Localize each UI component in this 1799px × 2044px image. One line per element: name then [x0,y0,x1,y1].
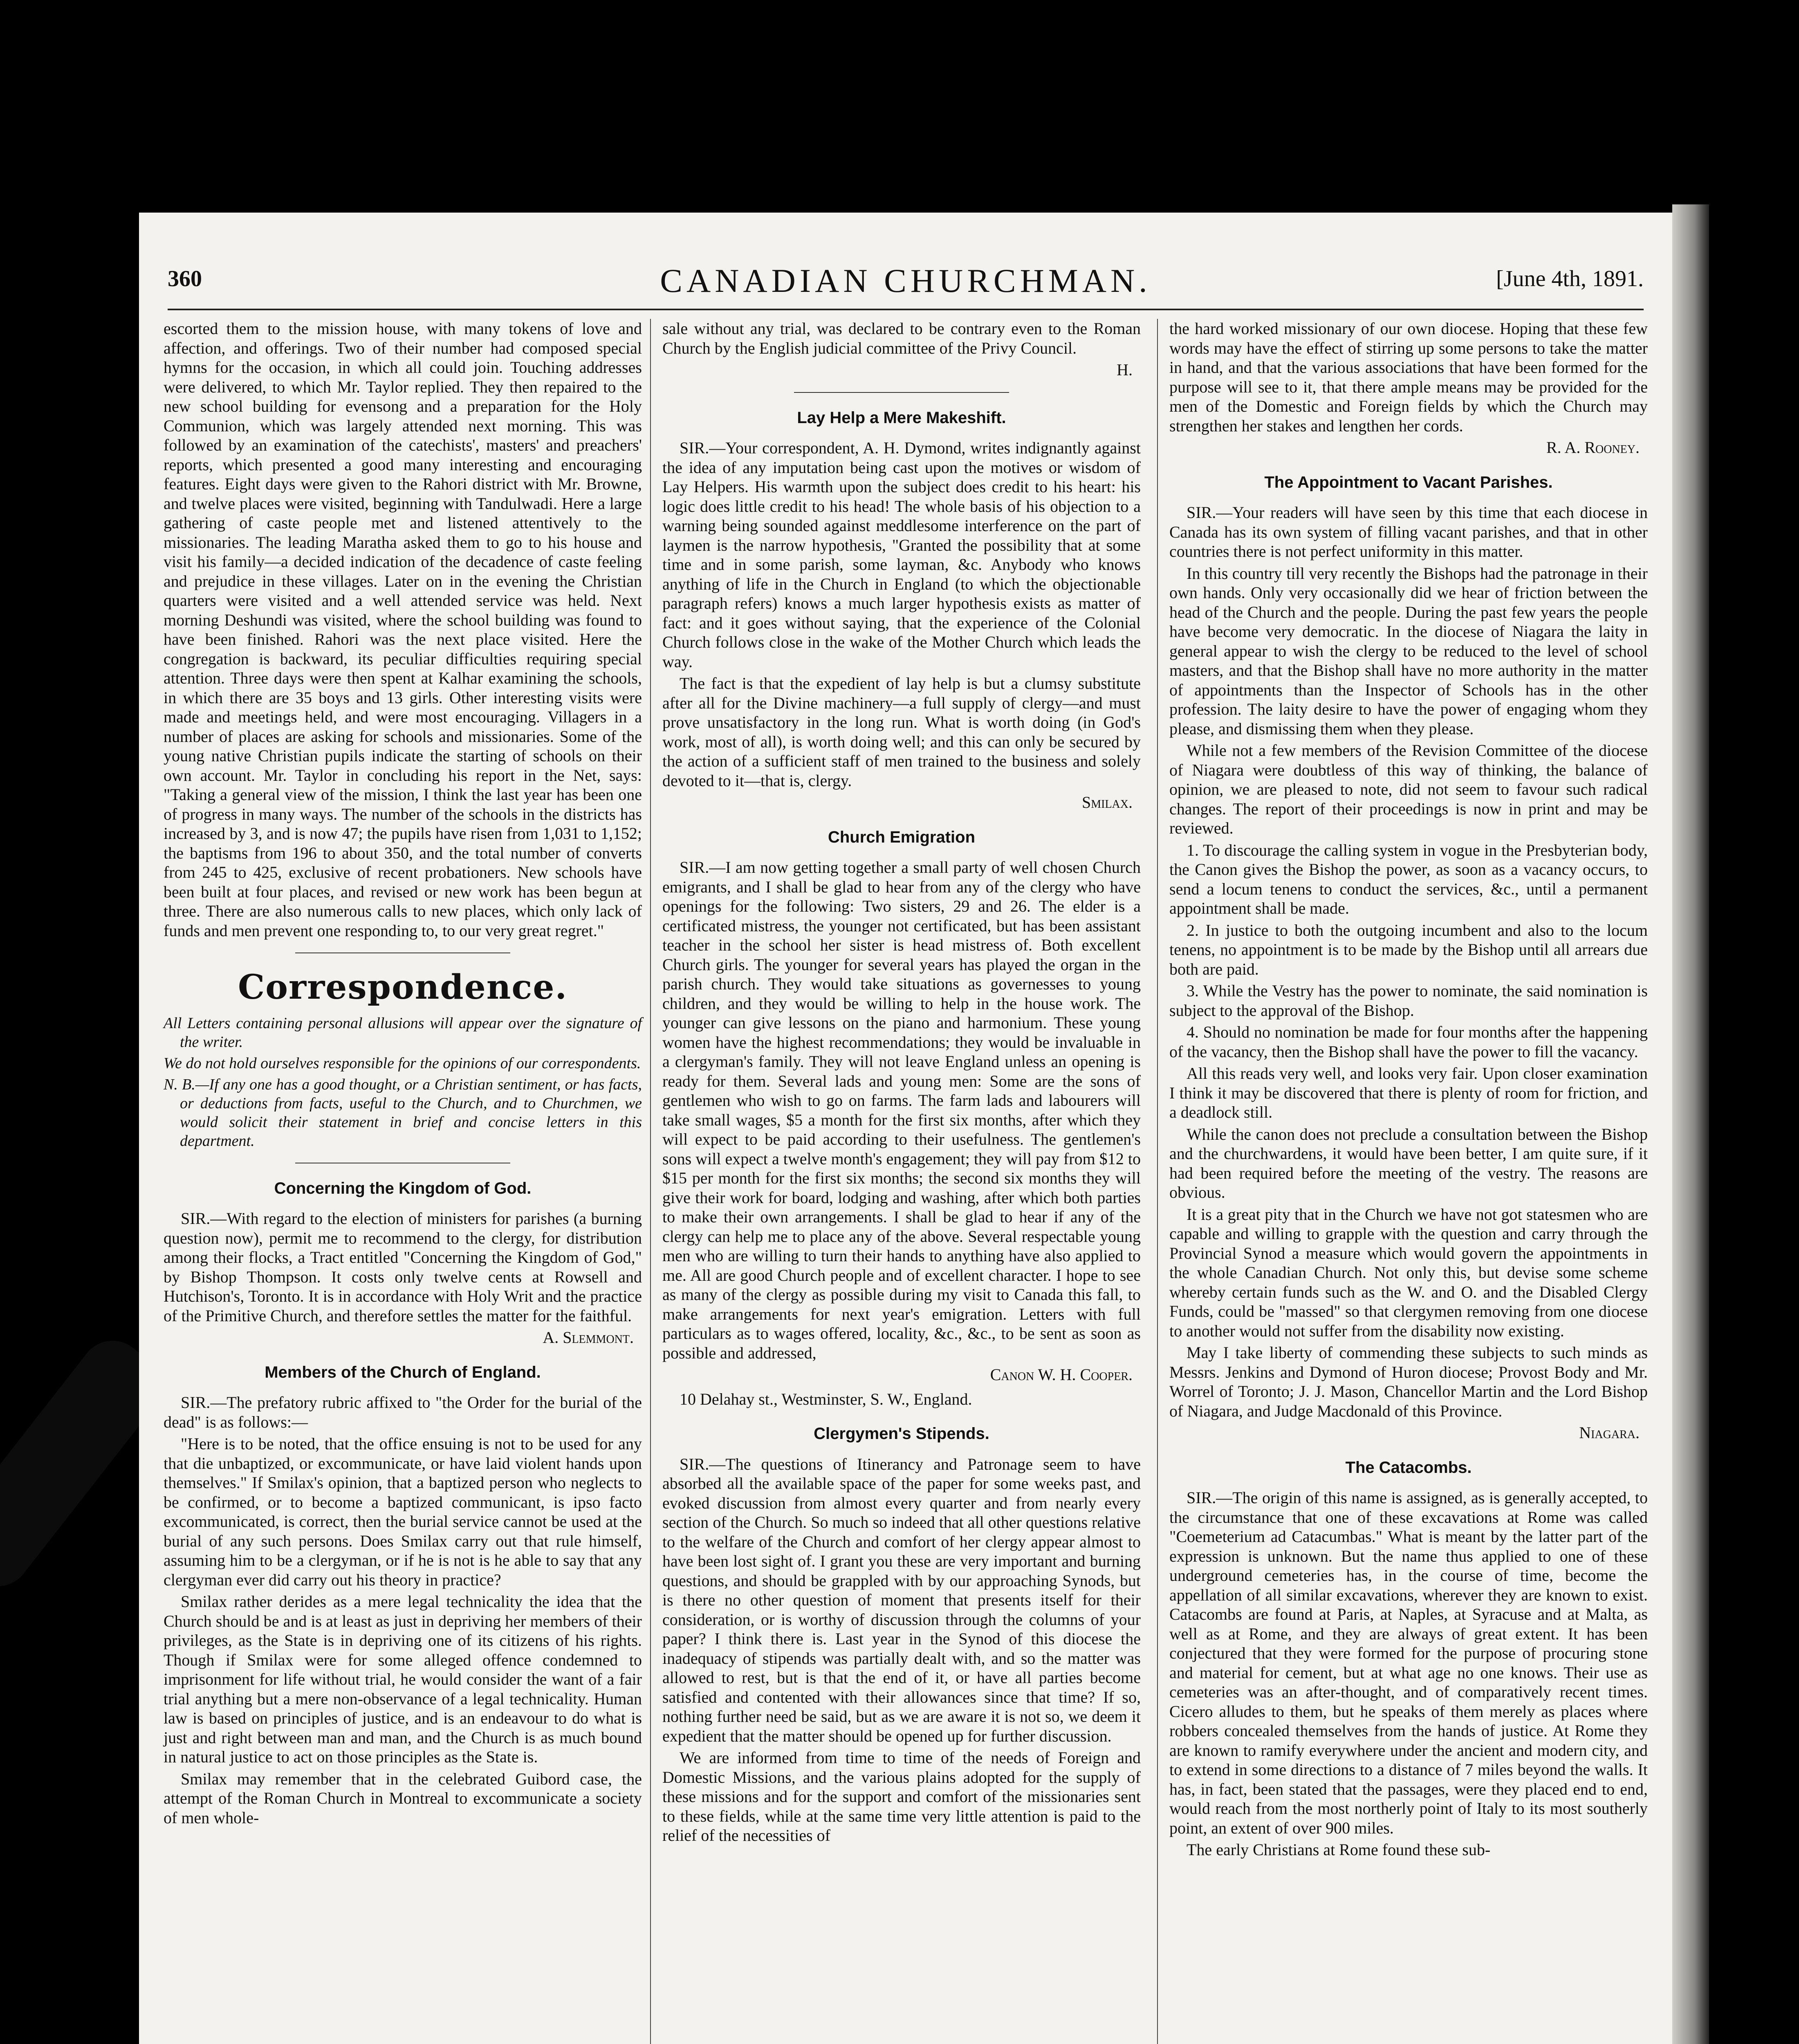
article-heading: Members of the Church of England. [265,1363,541,1381]
paragraph: the hard worked missionary of our own diocese. Hoping that these few words may have the effect of stirring up some persons to take the matter in hand, and that the various associations that have been formed for the purpose will see to it, that there ample means may be provided for the men of the Domestic and Foreign fields by which the Church may strengthen her stakes and lengthen her cords. [1169,319,1648,435]
book-binding-edge [1672,204,1709,2044]
page-header [168,262,1644,299]
correspondence-notes [164,1014,642,1150]
article-heading: The Catacombs. [1345,1458,1472,1477]
signature: Smilax. [1081,793,1133,811]
paragraph: The early Christians at Rome found these sub- [1187,1840,1491,1859]
paragraph: In this country till very recently the Bishops had the patronage in their own hands. Only very occasionally did we hear of friction between the head of the Church and the people. During the past few years the people have become very democratic. In the diocese of Niagara the laity in general appear to wish the clergy to be reduced to the level of school masters, and that the Bishop shall have no more authority in the matter of appointments than the Inspector of Schools has in the other profession. The laity desire to have the power of engaging whom they please, and dismissing them when they please. [1169,564,1648,738]
column-rule [1157,319,1158,2044]
signature: Niagara. [1579,1423,1640,1442]
paragraph: 1. To discourage the calling system in vogue in the Presbyterian body, the Canon gives the Bishop the power, as soon as a vacancy occurs, to send a locum tenens to conduct the services, &c., until a permanent appointment shall be made. [1169,840,1648,917]
paragraph: SIR.—The prefatory rubric affixed to "the Order for the burial of the dead" is as follows:— [164,1393,642,1431]
article-heading: Concerning the Kingdom of God. [274,1179,532,1197]
column-rule [650,319,651,2044]
paragraph: escorted them to the mission house, with many tokens of love and affection, and offerings. Two of their number had composed special hymns for the occasion, in which all could join. Touching addresses were delivered, to which Mr. Taylor replied. They then repaired to the new school building for evensong and a preparation for the Holy Communion, which was largely attended next morning. This was followed by an examination of the catechists', masters' and preachers' reports, which presented a good many interesting and encouraging features. Eight days were given to the Rahori district with Mr. Browne, and twelve places were visited, beginning with Tandulwadi. Here a large gathering of caste people met and listened attentively to the missionaries. The leading Maratha asked them to go to his house and visit his family—a decided indication of the decadence of caste feeling and prejudice in these villages. Later on in the evening the Christian quarters were visited and a well attended service was held. Next morning Deshundi was visited, where the school building was found to have been finished. Rahori was the next place visited. Here the congregation is backward, its peculiar difficulties requiring special attention. Three days were then spent at Kalhar examining the schools, in which there are 35 boys and 13 girls. Other interesting visits were made and meetings held, and were most encouraging. Villagers in a number of places are asking for schools and missionaries. Some of the young native Christian pupils indicate the starting of schools on their own account. Mr. Taylor in concluding his report in the Net, says: "Taking a general view of the mission, I think the last year has been one of progress in many ways. The number of the schools in the districts has increased by 3, and is now 47; the pupils have risen from 1,031 to 1,152; the baptisms from 196 to about 350, and the total number of converts from 245 to 425, exclusive of recent probationers. New schools have been built at four places, and revised or new work has been begun at three. There are also numerous calls to new places, which only lack of funds and men prevent one responding to, to our very great regret." [164,319,642,940]
newspaper-page [139,213,1672,2044]
note: All Letters containing personal allusions will appear over the signature of the writer. [164,1014,642,1051]
section-divider [794,392,1009,393]
signature: A. Slemmont. [543,1328,634,1347]
column-1 [164,319,642,1830]
paragraph: SIR.—The questions of Itinerancy and Patronage seem to have absorbed all the available space of the paper for some weeks past, and evoked discussion from almost every quarter and from nearly every section of the Church. So much so indeed that all other questions relative to the welfare of the Church and comfort of her clergy appear almost to have been lost sight of. I grant you these are very important and burning questions, and should be grappled with by our approaching Synods, but is there no other question of moment that presents itself for their consideration, or is worthy of discussion through the columns of your paper? I think there is. Last year in the Synod of this diocese the inadequacy of stipends was partially dealt with, and so the matter was allowed to rest, but is that the end of it, or have all parties become satisfied and contented with their allowances since that time? If so, nothing further need be said, but as we are aware it is not so, we deem it expedient that the matter should be opened up for further discussion. [662,1455,1141,1745]
paragraph: It is a great pity that in the Church we have not got statesmen who are capable and willing to grapple with the question and carry through the Provincial Synod a measure which would govern the appointments in the whole Canadian Church. Not only this, but devise some scheme whereby certain funds such as the W. and O. and the Disabled Clergy Funds, could be "massed" so that clergymen removing from one diocese to another would not suffer from the disability now existing. [1169,1205,1648,1340]
paragraph: sale without any trial, was declared to be contrary even to the Roman Church by the English judicial committee of the Privy Council. [662,319,1141,357]
paragraph: May I take liberty of commending these subjects to such minds as Messrs. Jenkins and Dymond of Huron diocese; Provost Body and Mr. Worrel of Toronto; J. J. Mason, Chancellor Martin and the Lord Bishop of Niagara, and Judge Macdonald of this Province. [1169,1343,1648,1420]
paragraph: All this reads very well, and looks very fair. Upon closer examination I think it may be discovered that there is plenty of room for friction, and a deadlock still. [1169,1064,1648,1121]
signature: Canon W. H. Cooper. [990,1365,1133,1384]
column-3 [1169,319,1648,1862]
issue-date: [June 4th, 1891. [1496,266,1644,291]
paragraph: 2. In justice to both the outgoing incumbent and also to the locum tenens, no appointment is to be made by the Bishop until all arrears due both are paid. [1169,921,1648,978]
paragraph: "Here is to be noted, that the office ensuing is not to be used for any that die unbaptized, or excommunicate, or have laid violent hands upon themselves." If Smilax's opinion, that a baptized person who neglects to be confirmed, or to become a baptized communicant, is ipso facto excommunicated, is correct, then the burial service cannot be used at the burial of any such persons. Does Smilax carry out that rule himself, assuming him to be a clergyman, or if he is not is he able to say that any clergyman ever did carry out his theory in practice? [164,1434,642,1589]
header-rule [168,309,1644,310]
section-title-correspondence: Correspondence. [238,968,568,1007]
paragraph: 3. While the Vestry has the power to nominate, the said nomination is subject to the approval of the Bishop. [1169,982,1648,1020]
paragraph: SIR.—The origin of this name is assigned, as is generally accepted, to the circumstance that one of these excavations at Rome was called "Coemeterium ad Catacumbas." What is meant by the latter part of the expression is unknown. But the name thus applied to one of these underground cemeteries has, in the course of time, become the appellation of all similar excavations, wherever they are known to exist. Catacombs are found at Paris, at Naples, at Syracuse and at Malta, as well as at Rome, and they are always of great extent. It has been conjectured that they were formed for the purpose of procuring stone and material for cement, but at what age no one knows. Their use as cemeteries was an after-thought, and of comparatively recent times. Cicero alludes to them, but he speaks of them merely as places where robbers concealed themselves from the hands of justice. At Rome they are known to ramify everywhere under the ancient and modern city, and to extend in some directions to a distance of 7 miles beyond the walls. It has, in fact, been stated that the passages, were they placed end to end, would reach from the most northerly point of Italy to its most southerly point, an extent of over 900 miles. [1169,1488,1648,1837]
paragraph: Smilax rather derides as a mere legal technicality the idea that the Church should be and is at least as just in depriving her members of their privileges, as the State is in depriving one of its citizens of his rights. Though if Smilax were for some alleged offence condemned to imprisonment for life without trial, he would consider the want of a fair trial anything but a mere non-observance of a legal technicality. Human law is based on principles of justice, and is an endeavour to do what is just and right between man and man, and the Church is as much bound in natural justice to act on those principles as the State is. [164,1592,642,1766]
masthead-title: CANADIAN CHURCHMAN. [660,262,1151,299]
address: 10 Delahay st., Westminster, S. W., England. [680,1390,972,1408]
paragraph: Smilax may remember that in the celebrated Guibord case, the attempt of the Roman Church in Montreal to excommunicate a society of men whole- [164,1769,642,1827]
article-heading: The Appointment to Vacant Parishes. [1264,473,1553,491]
paragraph: The fact is that the expedient of lay help is but a clumsy substitute after all for the Divine machinery—a full supply of clergy—and must prove unsatisfactory in the long run. What is worth doing (in God's work, most of all), is worth doing well; and this can only be secured by the action of a sufficient staff of men trained to the business and solely devoted to it—that is, clergy. [662,674,1141,790]
page-number: 360 [168,266,202,291]
paragraph: We are informed from time to time of the needs of Foreign and Domestic Missions, and the various plains adopted for the supply of these missions and for the support and comfort of the missionaries sent to these fields, while at the same time very little attention is paid to the relief of the necessities of [662,1748,1141,1845]
note: N. B.—If any one has a good thought, or a Christian sentiment, or has facts, or deductions from facts, useful to the Church, and to Churchmen, we would solicit their statement in brief and concise letters in this department. [164,1076,642,1150]
paragraph: SIR.—Your readers will have seen by this time that each diocese in Canada has its own system of filling vacant parishes, and that in other countries there is not perfect uniformity in this matter. [1169,503,1648,560]
article-heading: Lay Help a Mere Makeshift. [797,408,1006,427]
column-2 [662,319,1141,1848]
paragraph: SIR.—Your correspondent, A. H. Dymond, writes indignantly against the idea of any imputation being cast upon the motives or wisdom of Lay Helpers. His warmth upon the subject does credit to his heart: his logic does little credit to his head! The whole basis of his objection to a warning being sounded against meddlesome interference on the part of laymen is the narrow hypothesis, "Granted the possibility that at some time and in some parish, some layman, &c. Anybody who knows anything of life in the Church in England (to which the objectionable paragraph refers) knows a much larger hypothesis exists as matter of fact: and it goes without saying, that the experience of the Colonial Church follows close in the wake of the Mother Church which leads the way. [662,439,1141,671]
paragraph: While the canon does not preclude a consultation between the Bishop and the churchwardens, it would have been better, I am quite sure, if it had been required before the meeting of the vestry. The reasons are obvious. [1169,1125,1648,1201]
paragraph: SIR.—I am now getting together a small party of well chosen Church emigrants, and I shall be glad to hear from any of the clergy who have openings for the following: Two sisters, 29 and 26. The elder is a certificated mistress, the younger not certificated, but has been assistant teacher in the school her sister is head mistress of. Both excellent Church girls. The younger for several years has played the organ in the parish church. They would take situations as governesses to young children, and they would be willing to help in the house work. The younger can give lessons on the piano and harmonium. These young women have the highest recommendations; they would be invaluable in a clergyman's family. They will not leave England unless an opening is ready for them. Several lads and young men: Some are the sons of gentlemen who wish to go on farms. The farm lads and labourers will take small wages, $5 a month for the first six months, after which they will expect to be paid according to their usefulness. The gentlemen's sons will expect a twelve month's engagement; they will pay from $12 to $15 per month for the first six months; the second six months they will give their work for board, lodging and washing, after which both parties to make their own arrangements. I shall be glad to hear if any of the clergy can help me to place any of the above. Several respectable young men who are willing to turn their hands to anything have also applied to me. All are good Church people and of excellent character. I hope to see as many of the clergy as possible during my visit to Canada this fall, to make arrangements for next year's emigration. Letters with full particulars as to wages offered, locality, &c., &c., to be sent as soon as possible and addressed, [662,858,1141,1362]
paragraph: While not a few members of the Revision Committee of the diocese of Niagara were doubtless of this way of thinking, the balance of opinion, we are pleased to note, did not seem to favour such radical changes. The report of their proceedings is now in print and may be reviewed. [1169,741,1648,837]
note: We do not hold ourselves responsible for the opinions of our correspondents. [164,1054,641,1072]
signature: H. [1117,361,1133,379]
signature: R. A. Rooney. [1546,438,1640,457]
article-heading: Church Emigration [828,828,976,846]
paragraph: 4. Should no nomination be made for four months after the happening of the vacancy, then the Bishop shall have the power to fill the vacancy. [1169,1023,1648,1061]
paragraph: SIR.—With regard to the election of ministers for parishes (a burning question now), permit me to recommend to the clergy, for distribution among their flocks, a Tract entitled "Concerning the Kingdom of God," by Bishop Thompson. It costs only twelve cents at Rowsell and Hutchison's, Toronto. It is in accordance with Holy Writ and the practice of the Primitive Church, and therefore settles the matter for the faithful. [164,1209,642,1325]
article-heading: Clergymen's Stipends. [814,1425,989,1443]
